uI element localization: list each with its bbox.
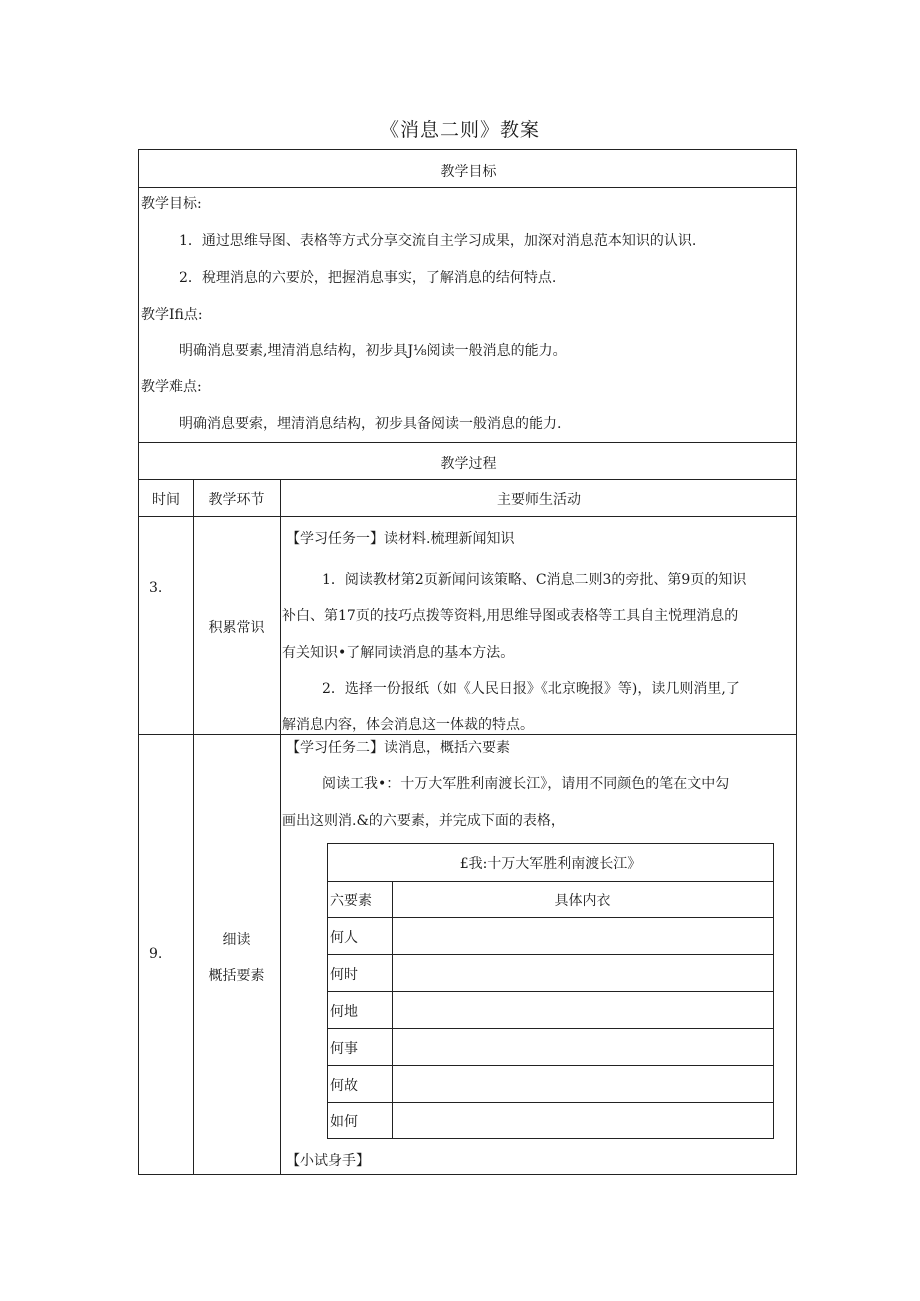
rule — [328, 954, 773, 955]
activity-line: 2．选择一份报纸（如《人民日报》《北京晚报》等)，读几则消里,了 — [322, 681, 740, 697]
activity-line: 画出这则消.&的六要素，并完成下面的表格， — [282, 813, 565, 829]
rule — [328, 991, 773, 992]
row-time: 9. — [149, 946, 163, 962]
objectives-label: 教学目标: — [141, 196, 202, 212]
rule — [328, 1102, 773, 1103]
rule — [139, 442, 796, 443]
task-title: 【学习任务一】读材料.梳理新闻知识 — [286, 531, 515, 547]
element-label: 何事 — [330, 1041, 358, 1057]
row-stage: 细读 — [222, 932, 251, 948]
key-points-text: 明确消息要素,埋清消息结构，初步具J⅛阅读一般消息的能力。 — [179, 343, 567, 359]
sub-table-title: £我:十万大军胜利南渡长江》 — [459, 856, 642, 872]
element-label: 如何 — [330, 1114, 358, 1130]
activity-line: 解消息内容，体会消息这一体裁的特点。 — [282, 717, 534, 733]
key-points-label: 教学Ifi点: — [141, 307, 203, 323]
rule — [328, 1065, 773, 1066]
difficulty-label: 教学难点: — [141, 379, 202, 395]
six-elements-table — [327, 843, 774, 1139]
objective-item: 2．稅理消息的六要於，把握消息事实，了解消息的结何特点. — [179, 270, 557, 286]
element-label: 何故 — [330, 1078, 358, 1094]
process-header: 教学过程 — [440, 456, 497, 472]
column-header-content: 具体内衣 — [554, 893, 611, 909]
row-stage: 概括要素 — [208, 968, 265, 984]
rule — [328, 917, 773, 918]
row-time: 3. — [149, 580, 163, 596]
column-divider — [392, 881, 393, 1138]
element-label: 何人 — [330, 930, 358, 946]
column-header-element: 六要素 — [330, 893, 372, 909]
trial-heading: 【小试身手】 — [286, 1153, 370, 1169]
activity-line: 阅读工我•：十万大军胜利南渡长江》，请用不同颜色的笔在文中勾 — [322, 776, 730, 792]
element-label: 何时 — [330, 967, 358, 983]
column-header-stage: 教学环节 — [208, 492, 265, 508]
row-stage: 积累常识 — [208, 620, 265, 636]
activity-line: 补白、第17页的技巧点拨等资料,用思维导图或表格等工具自主悦理消息的 — [282, 608, 739, 624]
column-divider — [280, 479, 281, 1175]
activity-line: 1．阅读教材第2页新闻问该策略、C消息二则3的旁批、第9页的知识 — [322, 572, 747, 588]
rule — [328, 1028, 773, 1029]
column-header-time: 时间 — [152, 492, 180, 508]
difficulty-text: 明确消息要索，埋清消息结构，初步具备阅读一般消息的能力. — [179, 416, 562, 432]
rule — [139, 516, 796, 517]
rule — [139, 734, 796, 735]
column-header-activity: 主要师生活动 — [497, 492, 581, 508]
rule — [139, 479, 796, 480]
objectives-header: 教学目标 — [440, 164, 497, 180]
rule — [139, 187, 796, 188]
element-label: 何地 — [330, 1004, 358, 1020]
column-divider — [193, 479, 194, 1175]
task-title: 【学习任务二】读消息，概括六要素 — [286, 740, 510, 756]
objective-item: 1．通过思维导图、表格等方式分享交流自主学习成果，加深对消息范本知识的认识. — [179, 233, 697, 249]
rule — [328, 881, 773, 882]
activity-line: 有关知识•了解同读消息的基本方法。 — [282, 645, 515, 661]
document-title: 《消息二则》教案 — [379, 119, 540, 141]
lesson-plan-table — [138, 149, 797, 1175]
